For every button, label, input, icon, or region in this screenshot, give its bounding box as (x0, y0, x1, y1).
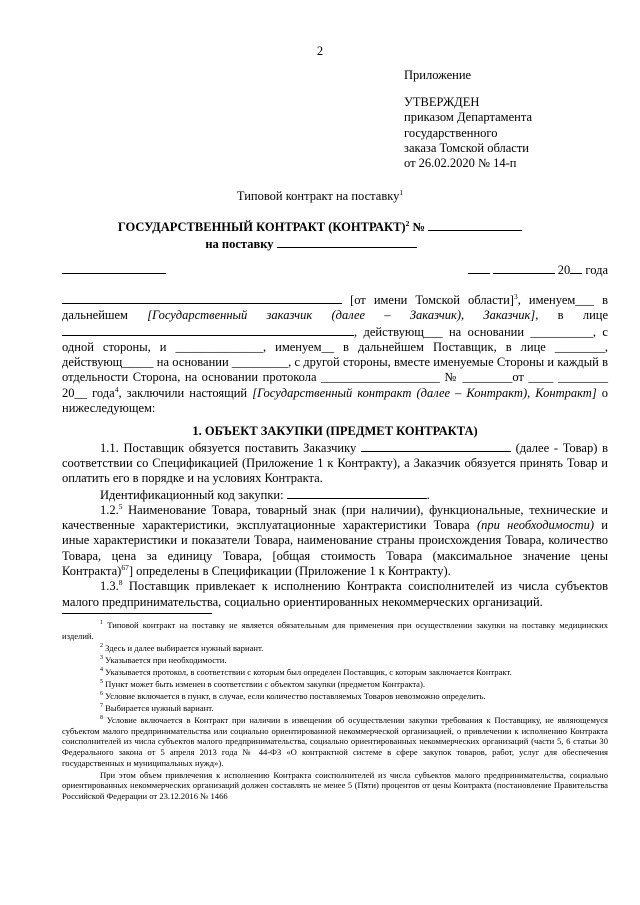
footnote-6: $^6$ Условие включается в пункт, в случае, если количество поставляемых Товаров невозможно определить. (100, 691, 486, 702)
approval-department: государственного (404, 125, 498, 140)
footnote-4: $^4$ Указывается протокол, в соответствии с которым был определен Поставщик, с которым заключается Контракт. (100, 666, 512, 677)
clause-1-3: 1.3.$^8$ Поставщик привлекает к исполнению Контракта соисполнителей из числа субъектов малого предпринимательства, социально ориентированных некоммерческих организаций. (62, 578, 608, 609)
approval-block (404, 68, 532, 171)
procurement-code: Идентификационный код закупки: . (100, 487, 430, 502)
section-1-heading: 1. ОБЪЕКТ ЗАКУПКИ (ПРЕДМЕТ КОНТРАКТА) (192, 424, 478, 439)
footnote-8: $^8$ Условие включается в Контракт при наличии в извещении об осуществлении закупки требования к Поставщику, не являющемуся субъектом малого предпринимательства или социально ориентированной некоммерческой организацией, о привлечении к исполнению Контракта соисполнителей из числа субъектов малого предпринимательства, социально ориентированных некоммерческих организаций (части 5, 6 статьи 30 Федерального закона от 5 апреля 2013 года № 44-ФЗ «О контрактной системе в сфере закупок товаров, работ, услуг для обеспечения государственных и муниципальных нужд»). (62, 715, 608, 768)
place-date-line: 20 года (62, 262, 608, 278)
contract-title-line2: на поставку (0, 236, 640, 253)
contract-type-heading: Типовой контракт на поставку$^1$ (236, 187, 404, 203)
footnote-8-continued: При этом объем привлечения к исполнению Контракта соисполнителей из числа субъектов малого предпринимательства, социально ориентированных некоммерческих организаций должен составлять не менее 5 (Пяти) процентов от цены Контракта (постановление Правительства Российской Федерации от 23.12.2016 № 1466 (62, 769, 608, 801)
footnote-7: $^7$ Выбирается нужный вариант. (100, 703, 214, 714)
clause-1-2: 1.2.$^5$ Наименование Товара, товарный знак (при наличии), функциональные, технические и качественные характеристики, эксплуатационные характеристики Товара (при необходимости) и иные характеристики и показатели Товара, наименование страны происхождения Товара, количество Товара, цена за единицу Товара, [общая стоимость Товара (максимальное значение цены Контракта)$^{67}$] определены в Спецификации (Приложение 1 к Контракту). (62, 501, 608, 579)
preamble: [от имени Томской области]$^3$, именуем___ в дальнейшем [Государственный заказчик (далее – Заказчик), Заказчик], в лице , действующ___ на основании __________, с одной стороны, и ______________, именуем__ в дальнейшем Поставщик, в лице ________, действующ_____ на основании _________, с другой стороны, вместе именуемые Стороны и каждый в отдельности Сторона, на основании протокола ___________________ № ________от ____ ________ 20__ года$^4$, заключили настоящий [Государственный контракт (далее – Контракт), Контракт] о нижеследующем: (62, 291, 609, 416)
footnote-2: $^2$ Здесь и далее выбирается нужный вариант. (100, 642, 264, 653)
footnote-1: $^1$ Типовой контракт на поставку не является обязательным для применения при осуществлении закупки на поставку медицинских изделий. (62, 620, 608, 641)
clause-1-1: 1.1. Поставщик обязуется поставить Заказчику (далее - Товар) в соответствии со Спецификацией (Приложение 1 к Контракту), а Заказчик обязуется принять Товар и оплатить его в порядке и на условиях Контракта. (62, 440, 608, 486)
footnotes (62, 620, 608, 803)
footnote-3: $^3$ Указывается при необходимости. (100, 654, 227, 665)
approval-approved: УТВЕРЖДЕН (404, 95, 480, 110)
footnote-5: $^5$ Пункт может быть изменен в соответствии с объектом закупки (предметом Контракта). (100, 678, 425, 689)
approval-order: приказом Департамента (404, 110, 532, 125)
contract-body (62, 292, 608, 610)
approval-appendix: Приложение (404, 68, 472, 82)
contract-title (0, 219, 640, 253)
contract-title-line1: ГОСУДАРСТВЕННЫЙ КОНТРАКТ (КОНТРАКТ)$^2$ № (0, 219, 640, 236)
approval-region: заказа Томской области (404, 140, 529, 155)
footnote-separator (62, 613, 212, 614)
page-number: 2 (316, 44, 324, 58)
approval-date: от 26.02.2020 № 14-п (404, 156, 517, 171)
